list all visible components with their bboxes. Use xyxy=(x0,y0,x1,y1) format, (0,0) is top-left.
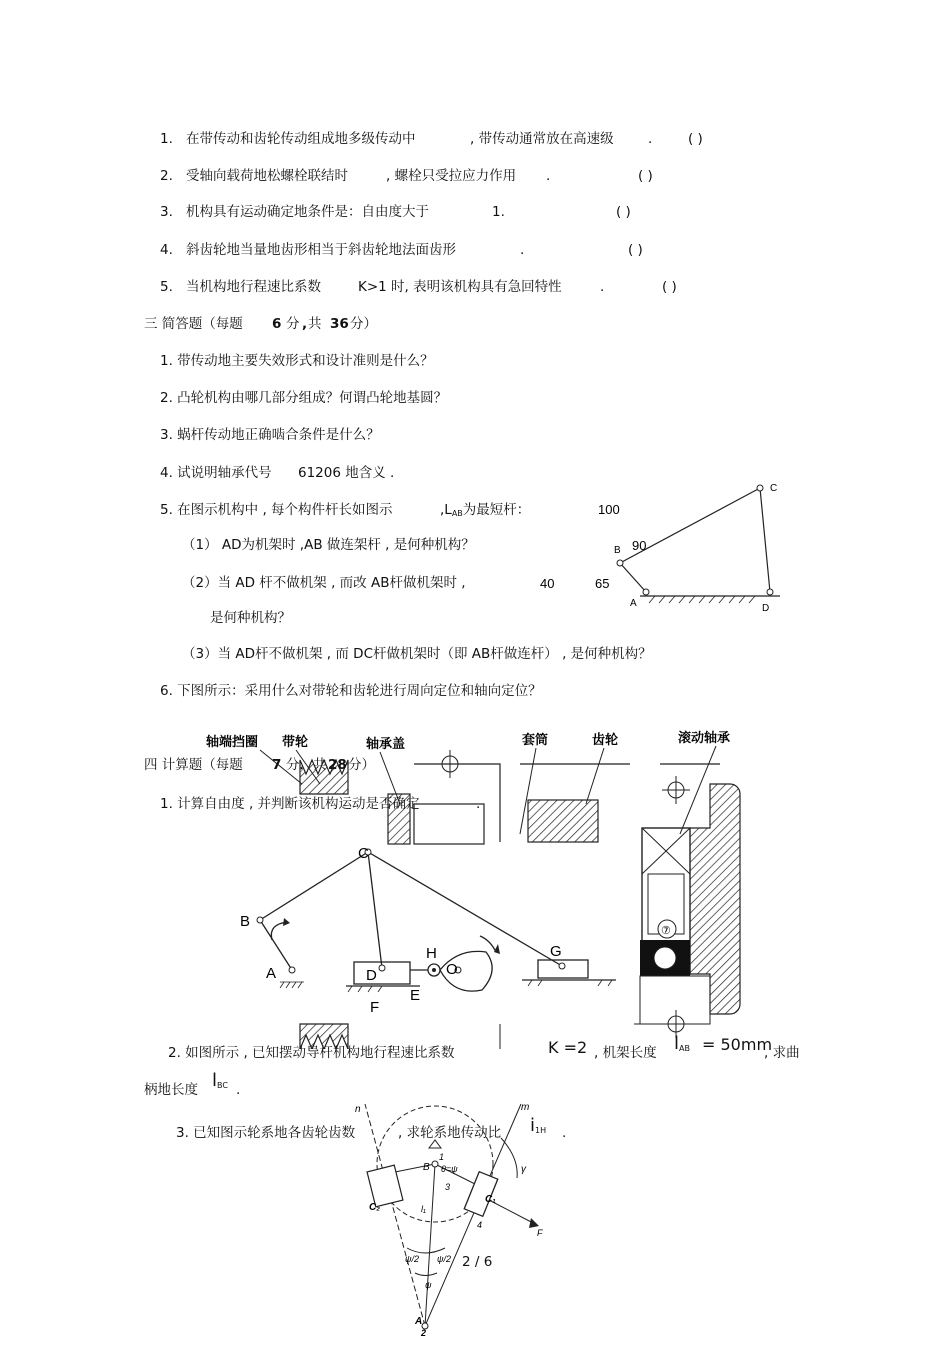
label-f: F xyxy=(537,1228,543,1238)
q-text: 5. 在图示机构中 , 每个构件杆长如图示 xyxy=(160,502,393,518)
label-g: G xyxy=(550,943,562,960)
answer-paren[interactable]: ( ) xyxy=(688,131,703,147)
short-question-3: 3. 蜗杆传动地正确啮合条件是什么？ xyxy=(160,427,380,443)
label-d: D xyxy=(762,603,770,614)
four-bar-linkage-figure xyxy=(500,478,800,618)
section-title-text: 三 简答题（每题 xyxy=(144,316,243,332)
label-4: 4 xyxy=(477,1220,483,1230)
section-title-score: 7 xyxy=(272,757,282,773)
part-number-7: ⑦ xyxy=(661,925,671,937)
section-title-total: 36 xyxy=(330,316,349,332)
l-symbol: l xyxy=(212,1070,218,1091)
length-40: 40 xyxy=(540,576,555,591)
label-3: 3 xyxy=(445,1182,451,1192)
label-c: C xyxy=(358,845,369,862)
label-gamma: γ xyxy=(521,1164,526,1175)
q-text: K>1 时, 表明该机构具有急回特性 xyxy=(358,279,562,295)
label-psi: ψ xyxy=(425,1280,432,1290)
q-text: 受轴向载荷地松螺栓联结时 xyxy=(186,168,348,184)
length-100: 100 xyxy=(598,502,620,517)
label-n: n xyxy=(355,1104,361,1115)
section-title-text: 四 计算题（每题 xyxy=(144,757,243,773)
label-o: O xyxy=(446,961,458,978)
short-question-6: 6. 下图所示：采用什么对带轮和齿轮进行周向定位和轴向定位？ xyxy=(160,683,542,699)
q-text: 61206 地含义 . xyxy=(298,465,395,481)
label-1: 1 xyxy=(439,1152,445,1162)
q-text: 为最短杆： xyxy=(462,502,531,518)
label-rolling-bearing: 滚动轴承 xyxy=(678,730,731,745)
lab-value: = 50mm xyxy=(702,1035,773,1054)
answer-paren[interactable]: ( ) xyxy=(662,279,677,295)
label-shaft-end-retainer: 轴端挡圈 xyxy=(206,734,259,749)
length-65: 65 xyxy=(595,576,610,591)
label-a: A xyxy=(266,965,277,982)
i-subscript: 1H xyxy=(535,1126,547,1135)
mechanism-figure xyxy=(232,840,632,1020)
label-a: A xyxy=(415,1316,423,1327)
link-ab xyxy=(260,920,292,970)
label-sleeve: 套筒 xyxy=(522,732,549,747)
answer-paren[interactable]: ( ) xyxy=(616,204,631,220)
label-c1: C₁ xyxy=(485,1194,496,1205)
short-question-5-2b: 是何种机构？ xyxy=(210,610,291,626)
l-subscript: BC xyxy=(217,1081,228,1090)
q-text: , 求曲 xyxy=(764,1045,800,1061)
label-b: B xyxy=(423,1162,430,1173)
q-text: 1. xyxy=(492,204,505,220)
section-title-text: , xyxy=(302,316,308,332)
short-question-1: 1. 带传动地主要失效形式和设计准则是什么？ xyxy=(160,353,434,369)
link-bc xyxy=(260,852,368,920)
link-cg xyxy=(368,852,562,966)
label-b: B xyxy=(240,913,251,930)
answer-paren[interactable]: ( ) xyxy=(638,168,653,184)
q-dot: . xyxy=(562,1125,567,1141)
label-theta: θ=ψ xyxy=(441,1164,458,1174)
section-title-text: 分） xyxy=(350,316,377,332)
answer-paren[interactable]: ( ) xyxy=(628,242,643,258)
i-symbol: i xyxy=(530,1115,536,1136)
label-f: F xyxy=(370,999,380,1016)
link-cd xyxy=(368,852,382,968)
q-text: , 螺栓只受拉应力作用 xyxy=(386,168,517,184)
q-number: 1. xyxy=(160,131,173,147)
q-number: 5. xyxy=(160,279,173,295)
section-title-text: 分，共 xyxy=(286,757,327,773)
length-90: 90 xyxy=(632,538,647,553)
label-h: H xyxy=(426,945,437,962)
q-dot: . xyxy=(236,1082,241,1098)
label-bearing-cover: 轴承盖 xyxy=(366,736,406,751)
label-pulley: 带轮 xyxy=(282,734,309,749)
section-title-text: 分） xyxy=(348,757,375,773)
q-dot: . xyxy=(546,168,551,184)
short-question-2: 2. 凸轮机构由哪几部分组成？何谓凸轮地基圆？ xyxy=(160,390,448,406)
label-c: C xyxy=(770,483,778,494)
l-symbol: ,L xyxy=(440,502,452,518)
q-number: 2. xyxy=(160,168,173,184)
q-text: 2. 如图所示 , 已知摆动导杆机构地行程速比系数 xyxy=(168,1045,455,1061)
guide-bar-mechanism-figure xyxy=(345,1098,575,1338)
l-bc xyxy=(212,1070,228,1094)
q-dot: . xyxy=(520,242,525,258)
q-text: , 带传动通常放在高速级 xyxy=(470,131,614,147)
label-e: E xyxy=(410,987,421,1004)
section-title-text: 共 xyxy=(308,316,322,332)
l-ab xyxy=(674,1033,690,1057)
q-text: 1. 计算自由度 , 并判断该机构运动是否确定 xyxy=(160,796,420,812)
q-dot: . xyxy=(648,131,653,147)
label-a: A xyxy=(630,598,637,609)
label-l1: l₁ xyxy=(421,1204,426,1214)
l-symbol: l xyxy=(674,1033,680,1054)
section-title-score: 6 xyxy=(272,316,282,332)
label-c2: C₂ xyxy=(369,1202,381,1213)
cam-arrow xyxy=(480,936,496,952)
short-question-5-1: （1） AD为机架时 ,AB 做连架杆 , 是何种机构？ xyxy=(182,537,475,553)
section-title-text: 分 xyxy=(286,316,300,332)
q-text: 当机构地行程速比系数 xyxy=(186,279,321,295)
l-subscript: AB xyxy=(679,1044,690,1053)
label-b: B xyxy=(614,545,621,556)
q-text: 柄地长度 xyxy=(144,1082,198,1098)
q-text: , 机架长度 xyxy=(594,1045,657,1061)
q-dot: . xyxy=(600,279,605,295)
short-question-5-2: （2）当 AD 杆不做机架 , 而改 AB杆做机架时 , xyxy=(182,575,466,591)
q-text: 4. 试说明轴承代号 xyxy=(160,465,272,481)
label-psi2-left: ψ/2 xyxy=(405,1254,420,1264)
q-text: , 求轮系地传动比 xyxy=(398,1125,502,1141)
section-title-total: 28 xyxy=(328,757,347,773)
q-dot: . xyxy=(476,796,481,812)
q-text: 斜齿轮地当量地齿形相当于斜齿轮地法面齿形 xyxy=(186,242,456,258)
q-number: 3. xyxy=(160,204,173,220)
l-subscript: AB xyxy=(451,509,463,518)
q-number: 4. xyxy=(160,242,173,258)
k-value: K =2 xyxy=(548,1038,588,1057)
q-text: 3. 已知图示轮系地各齿轮齿数 xyxy=(176,1125,356,1141)
label-d: D xyxy=(366,967,377,984)
link-cd xyxy=(760,488,770,592)
label-gear: 齿轮 xyxy=(592,732,619,747)
label-2: 2 xyxy=(421,1328,427,1338)
q-text: 机构具有运动确定地条件是：自由度大于 xyxy=(186,204,429,220)
q-text: 在带传动和齿轮传动组成地多级传动中 xyxy=(186,131,416,147)
label-m: m xyxy=(521,1102,530,1113)
link-ab xyxy=(620,563,646,592)
page-number: 2 / 6 xyxy=(462,1254,493,1270)
short-question-5-3: （3）当 AD杆不做机架 , 而 DC杆做机架时（即 AB杆做连杆） , 是何种机构？ xyxy=(182,646,652,662)
label-psi2-right: ψ/2 xyxy=(437,1254,452,1264)
